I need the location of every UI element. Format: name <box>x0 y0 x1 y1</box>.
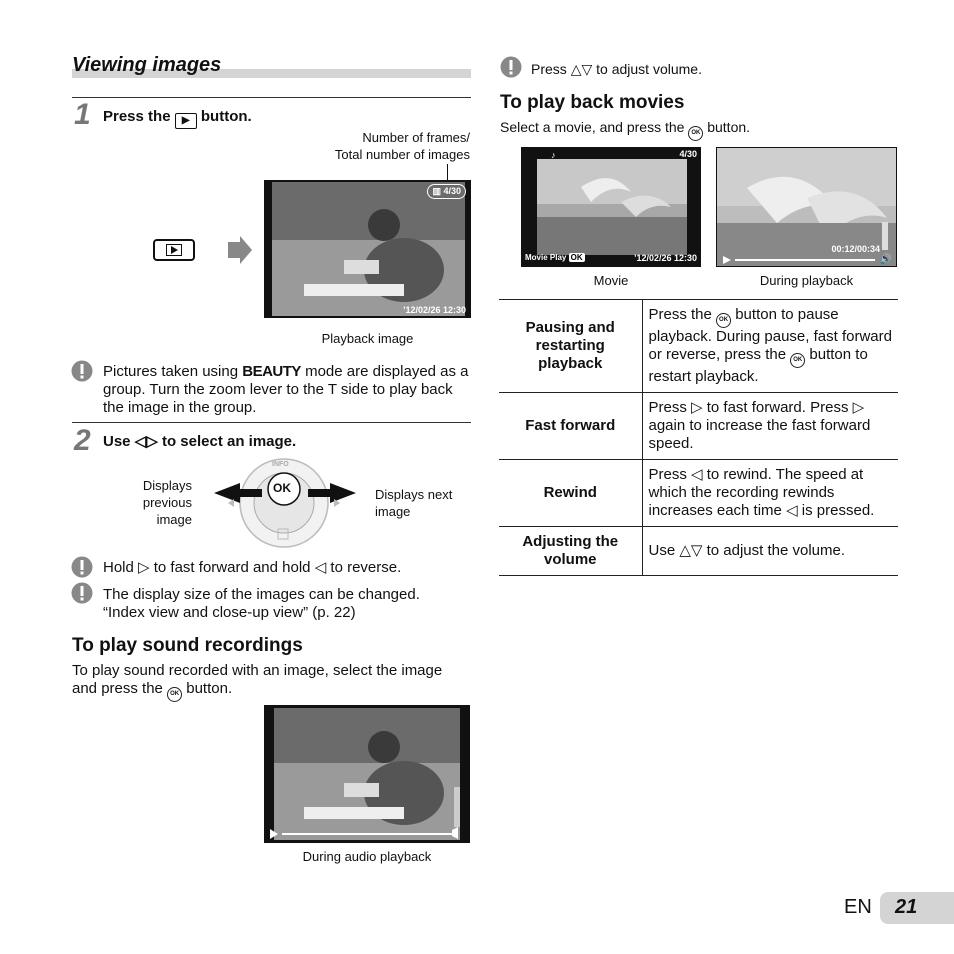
up-down-arrows-icon: △▽ <box>570 61 593 77</box>
step1-instruction <box>103 108 252 129</box>
step1-text-post: button. <box>200 108 252 125</box>
desc-part: Use <box>648 542 676 559</box>
sound-heading: To play sound recordings <box>72 635 303 656</box>
desc-part: again to increase the fast forward speed. <box>648 417 871 452</box>
music-note-icon: ♪ <box>551 150 556 160</box>
movie-play-text: Movie Play <box>525 253 567 262</box>
desc-part: button to pause playback. During pause, fast forward or reverse, press the <box>648 306 892 363</box>
dial-info-label: INFO <box>272 461 289 468</box>
note-fast-forward <box>103 559 401 577</box>
step2-text-pre: Use <box>103 433 131 450</box>
page-number: 21 <box>895 896 918 918</box>
movie-caption: Movie <box>593 273 629 288</box>
step2-instruction <box>103 433 296 451</box>
movies-heading: To play back movies <box>500 92 685 113</box>
left-arrow-icon: ◁ <box>691 466 703 483</box>
table-row <box>499 300 898 393</box>
frame-counter-text: 4/30 <box>443 186 461 196</box>
movie-play-label <box>525 253 585 262</box>
note-icon <box>71 556 93 583</box>
row-description <box>642 300 898 393</box>
note-icon <box>71 582 93 609</box>
table-row <box>499 393 898 460</box>
page-number-box <box>880 892 954 924</box>
step1-text-pre: Press the <box>103 108 171 125</box>
language-label: EN <box>844 896 872 918</box>
note-icon <box>500 56 522 83</box>
movie-datetime: ’12/02/26 12:30 <box>633 253 697 263</box>
note-icon <box>71 360 93 387</box>
row-label: Adjusting the volume <box>499 527 642 576</box>
playback-image <box>264 180 471 318</box>
sound-instruction <box>72 662 471 702</box>
note-beauty <box>103 363 471 417</box>
table-row <box>499 527 898 576</box>
left-right-arrows-icon: ◁▷ <box>134 433 158 450</box>
image-datetime: ’12/02/26 12:30 <box>402 305 466 315</box>
playback-icon <box>166 244 182 256</box>
frames-callout: Number of frames/ Total number of images <box>334 130 470 162</box>
arrow-pad-illustration <box>210 457 360 549</box>
note1-post: mode are displayed as a group. Turn the zoom lever to the T side to play back the image in the group. <box>103 363 469 416</box>
table-row <box>499 460 898 527</box>
playback-caption: Playback image <box>321 331 414 346</box>
up-down-arrows-icon: △▽ <box>679 542 703 559</box>
volume-icon: 🔊 <box>879 254 892 265</box>
step2-text-post: to select an image. <box>161 433 297 450</box>
ok-button-icon: OK <box>688 126 703 141</box>
row-label: Pausing and restarting playback <box>499 300 642 393</box>
note2-post: to reverse. <box>330 559 402 576</box>
arrow-right-icon <box>240 236 252 264</box>
step-number-2: 2 <box>74 424 91 457</box>
movies-intro-pre: Select a movie, and press the <box>500 119 685 135</box>
movie-thumbnail <box>521 147 701 267</box>
divider <box>72 97 471 98</box>
playback-time: 00:12/00:34 <box>831 244 880 254</box>
movies-intro-post: button. <box>707 119 751 135</box>
during-playback-image <box>716 147 897 267</box>
note-display-size: The display size of the images can be changed. “Index view and close-up view” (p. 22) <box>103 586 420 621</box>
desc-part: to fast forward. Press <box>706 399 849 416</box>
movies-intro <box>500 118 750 141</box>
vol-note-post: to adjust volume. <box>596 61 702 77</box>
label-previous-image: Displays previous image <box>142 478 192 527</box>
desc-part: button to restart playback. <box>648 346 868 385</box>
row-description <box>642 393 898 460</box>
movie-counter: 4/30 <box>679 149 697 159</box>
left-arrow-icon: ◁ <box>786 502 798 519</box>
note2-pre: Hold <box>103 559 134 576</box>
row-label: Rewind <box>499 460 642 527</box>
divider <box>72 422 471 423</box>
group-icon: ▥ <box>432 186 444 196</box>
ok-button-icon: OK <box>716 313 731 328</box>
playback-button-illustration <box>153 239 195 261</box>
row-description <box>642 527 898 576</box>
ok-button-icon: OK <box>167 687 182 702</box>
row-label: Fast forward <box>499 393 642 460</box>
desc-part: Press <box>648 399 687 416</box>
right-arrow-icon: ▷ <box>852 399 865 416</box>
note1-pre: Pictures taken using <box>103 363 239 380</box>
section-title <box>72 54 471 78</box>
desc-part: to rewind. The speed at which the recording rewinds increases each time <box>648 466 864 519</box>
movie-controls-table <box>499 299 898 576</box>
label-next-image: Displays next image <box>375 487 453 519</box>
arrow-shaft <box>228 242 240 258</box>
desc-part: Press <box>648 466 687 483</box>
dial-ok-label: OK <box>273 481 291 495</box>
frame-counter <box>427 184 466 199</box>
desc-part: to adjust the volume. <box>706 542 846 559</box>
sound-text-post: button. <box>186 680 233 697</box>
sound-text-pre: To play sound recorded with an image, select the image and press the <box>72 662 443 697</box>
desc-part: is pressed. <box>801 502 875 519</box>
row-description <box>642 460 898 527</box>
right-arrow-icon: ▷ <box>691 399 703 416</box>
audio-playback-caption: During audio playback <box>302 849 432 864</box>
movie-ok-badge: OK <box>570 253 583 262</box>
beauty-mode-label: BEAUTY <box>242 363 301 380</box>
right-arrow-icon: ▷ <box>138 559 150 576</box>
left-arrow-icon: ◁ <box>314 559 327 576</box>
step-number-1: 1 <box>74 98 91 131</box>
ok-button-icon: OK <box>790 353 805 368</box>
vol-note-pre: Press <box>531 61 567 77</box>
desc-part: Press the <box>648 306 712 323</box>
playback-button-icon: ▶ <box>175 113 197 129</box>
volume-note <box>531 60 702 78</box>
during-playback-caption: During playback <box>759 273 854 288</box>
section-title-text: Viewing images <box>72 54 222 76</box>
audio-playback-image <box>264 705 470 843</box>
note2-mid: to fast forward and hold <box>153 559 311 576</box>
